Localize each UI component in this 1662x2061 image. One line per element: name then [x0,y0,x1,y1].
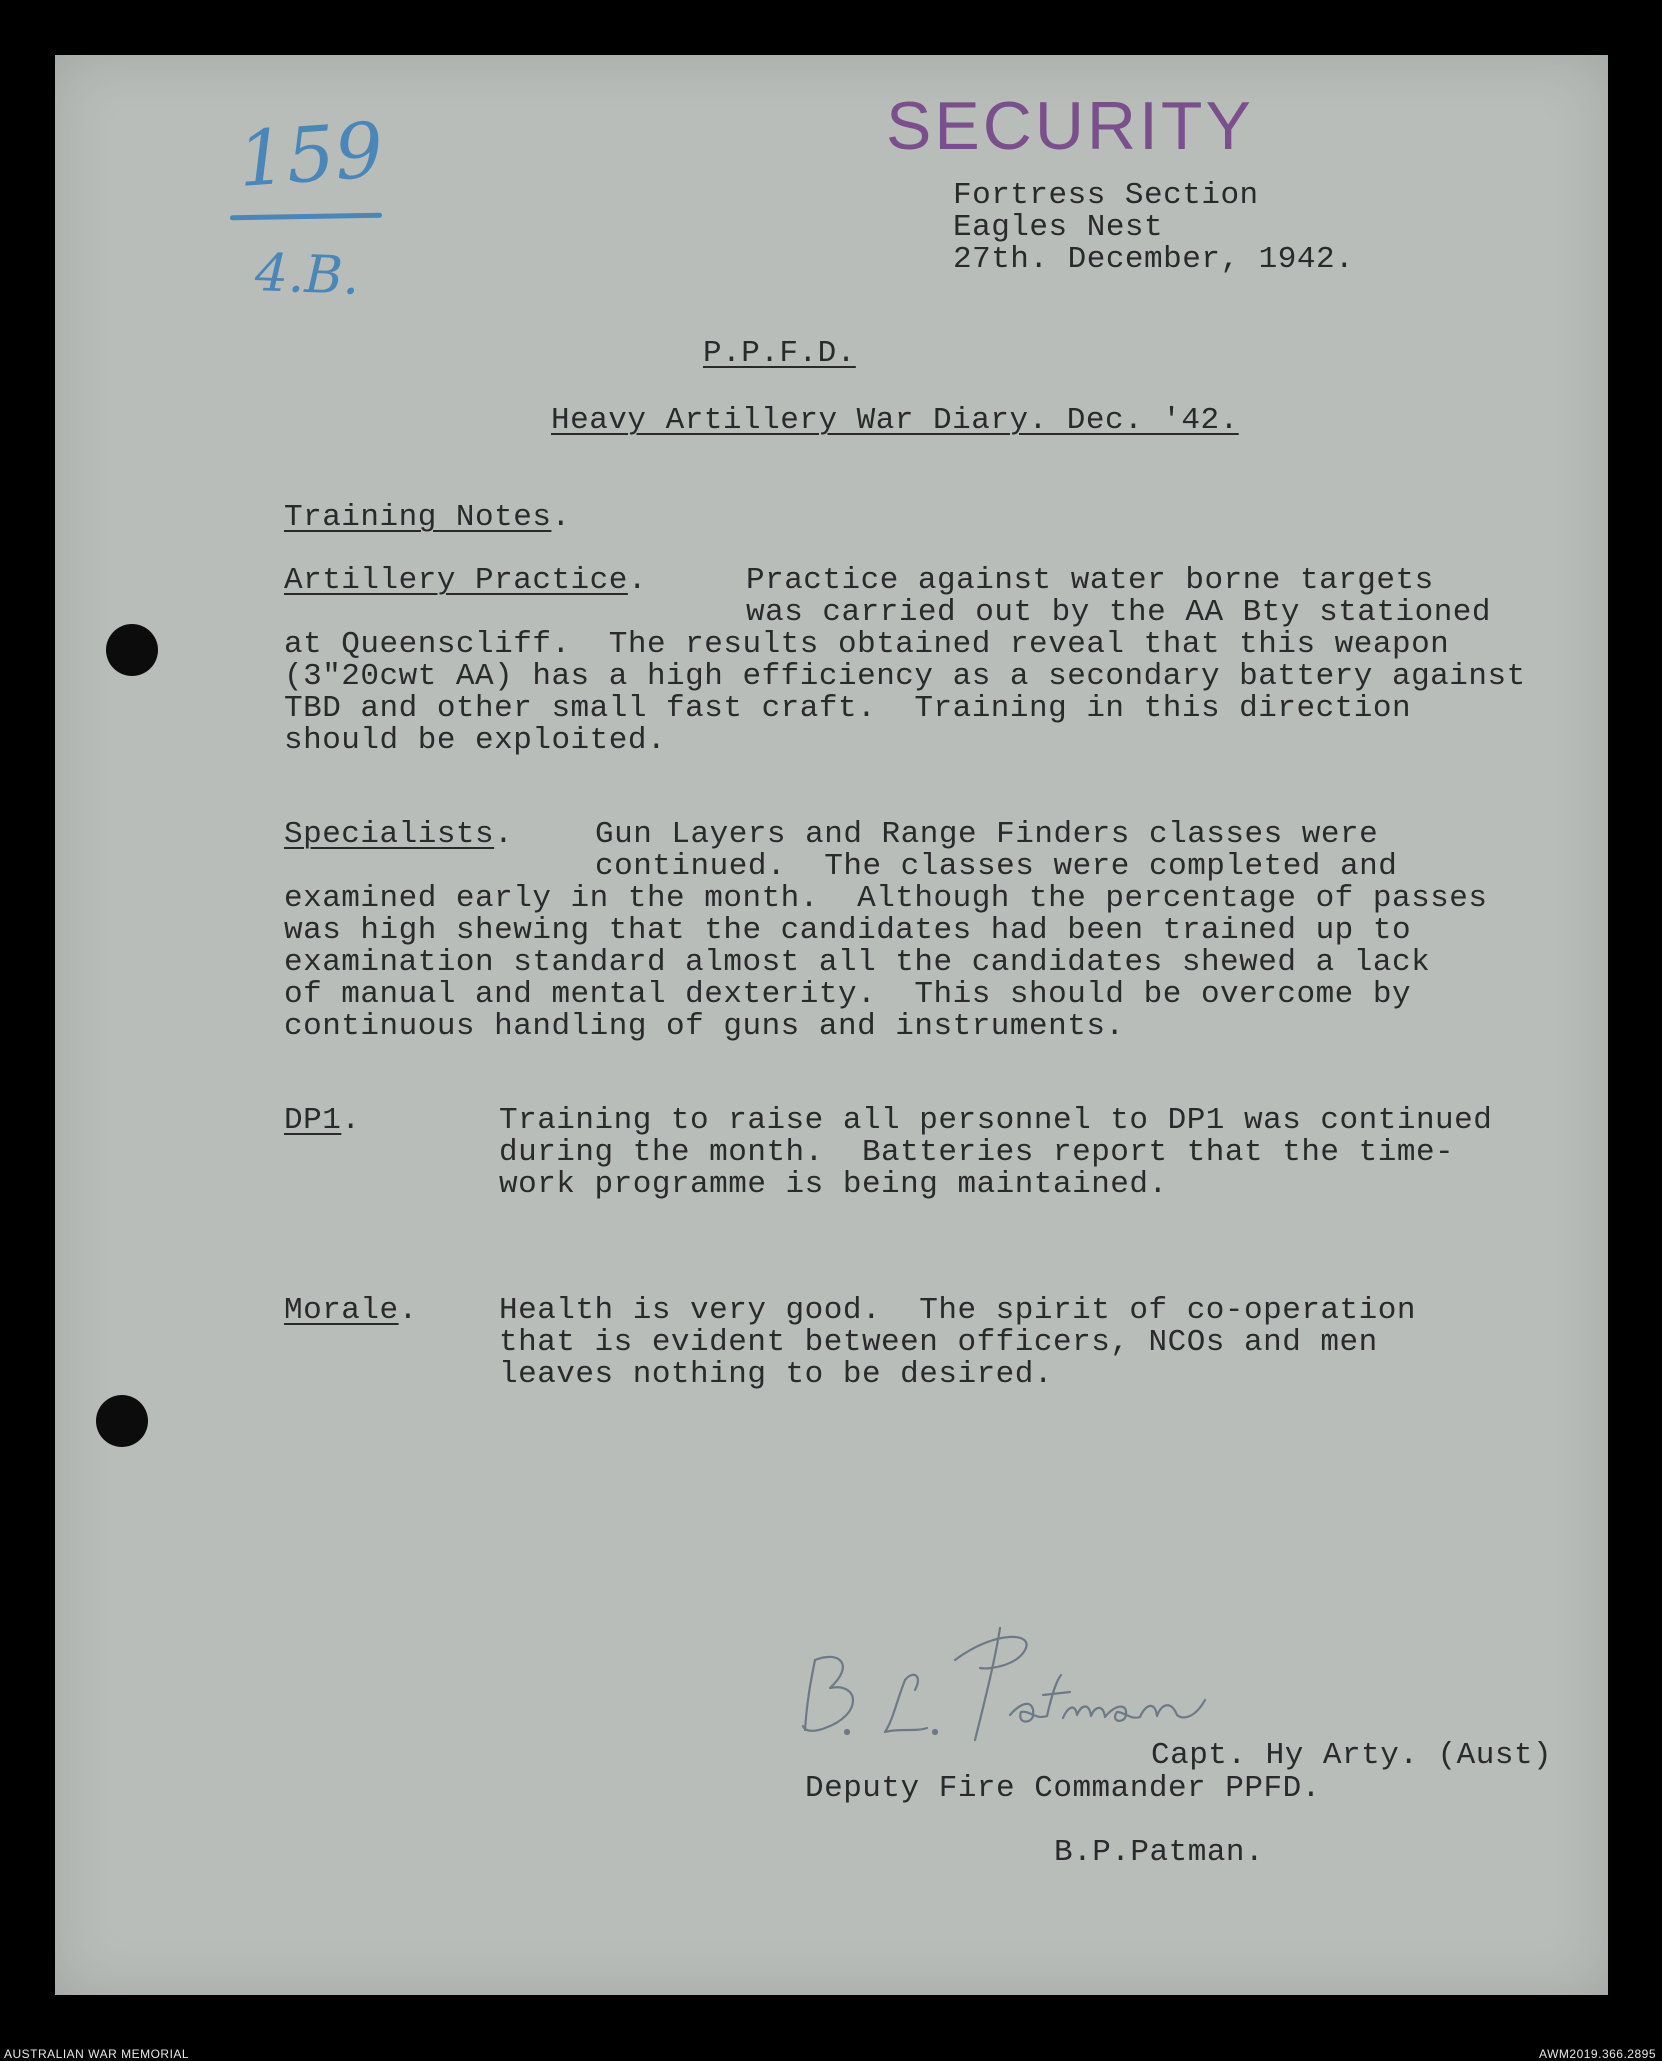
specialists-label: Specialists. [284,817,514,852]
signature-appointment: Deputy Fire Commander PPFD. [805,1771,1321,1806]
dp1-line: work programme is being maintained. [499,1167,1168,1202]
punch-hole [96,1395,148,1447]
morale-label: Morale. [284,1293,418,1328]
document-title: Heavy Artillery War Diary. Dec. '42. [551,403,1239,438]
footer-source: AUSTRALIAN WAR MEMORIAL [4,2047,190,2061]
specialists-line: of manual and mental dexterity. This should be overcome by [284,977,1412,1012]
artillery-line: TBD and other small fast craft. Training in this direction [284,691,1412,726]
address-line-2: Eagles Nest [953,210,1164,245]
dp1-line: Training to raise all personnel to DP1 was continued [499,1103,1493,1138]
handwritten-signature [785,1620,1215,1750]
specialists-line: examined early in the month. Although the percentage of passes [284,881,1488,916]
address-line-3: 27th. December, 1942. [953,242,1355,277]
morale-label-text: Morale [284,1293,399,1328]
artillery-line: should be exploited. [284,723,667,758]
specialists-line: continued. The classes were completed and [595,849,1398,884]
artillery-line: (3"20cwt AA) has a high efficiency as a secondary battery against [284,659,1526,694]
security-stamp: SECURITY [886,88,1254,164]
handwritten-folio-number: 159 [235,105,386,204]
artillery-label: Artillery Practice. [284,563,647,598]
handwritten-folio-sub: 4.B. [253,243,361,307]
unit-heading: P.P.F.D. [703,336,856,371]
section-heading: Training Notes. [284,500,571,535]
dp1-line: during the month. Batteries report that the time- [499,1135,1455,1170]
artillery-line: Practice against water borne targets [746,563,1434,598]
morale-line: leaves nothing to be desired. [499,1357,1053,1392]
artillery-line: at Queenscliff. The results obtained reveal that this weapon [284,627,1450,662]
footer-accession-number: AWM2019.366.2895 [1539,2047,1656,2061]
morale-line: Health is very good. The spirit of co-operation [499,1293,1416,1328]
specialists-line: Gun Layers and Range Finders classes were [595,817,1379,852]
morale-line: that is evident between officers, NCOs and men [499,1325,1378,1360]
dp1-label: DP1. [284,1103,361,1138]
artillery-label-text: Artillery Practice [284,563,628,598]
specialists-line: was high shewing that the candidates had been trained up to [284,913,1412,948]
specialists-line: continuous handling of guns and instruments. [284,1009,1125,1044]
artillery-line: was carried out by the AA Bty stationed [746,595,1492,630]
punch-hole [106,624,158,676]
address-line-1: Fortress Section [953,178,1259,213]
specialists-label-text: Specialists [284,817,495,852]
signature-name: B.P.Patman. [1054,1835,1265,1870]
specialists-line: examination standard almost all the candidates shewed a lack [284,945,1431,980]
signature-rank: Capt. Hy Arty. (Aust) [1151,1738,1553,1773]
section-heading-text: Training Notes [284,500,552,535]
dp1-label-text: DP1 [284,1103,342,1138]
